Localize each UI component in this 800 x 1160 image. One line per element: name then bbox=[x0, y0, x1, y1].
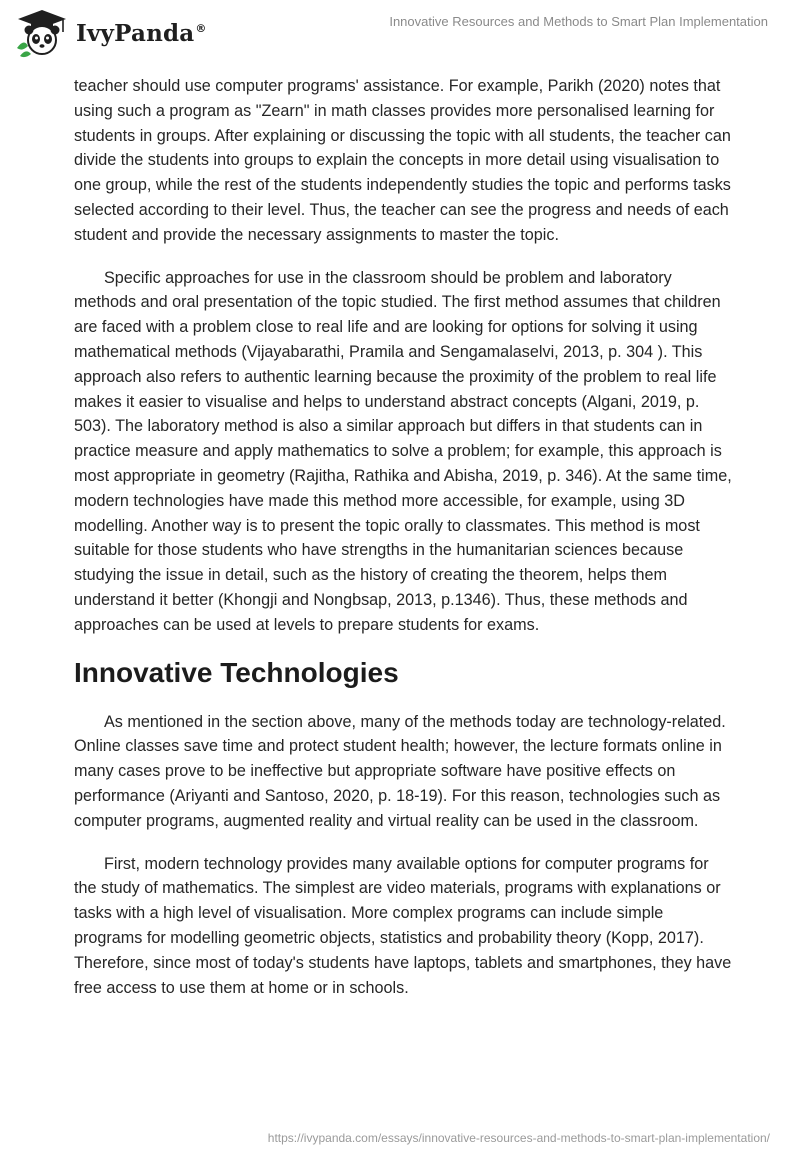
document-title: Innovative Resources and Methods to Smart Plan Implementation bbox=[389, 14, 768, 29]
section-heading-innovative-technologies: Innovative Technologies bbox=[74, 656, 399, 688]
paragraph-modern-technology: First, modern technology provides many available options for computer programs for the study of mathematics. The simplest are video materials, programs with explanations or tasks with a high level of visualisation. More complex programs can include simple programs for modelling geometric objects, statistics and probability theory (Kopp, 2017). Therefore, since most of today's students have laptops, tablets and smartphones, they have free access to use them at home or in schools. bbox=[74, 854, 732, 997]
page-header bbox=[0, 0, 800, 70]
paragraph-approaches: Specific approaches for use in the classroom should be problem and laboratory methods and oral presentation of the topic studied. The first method assumes that children are faced with a problem close to real life and are looking for options for solving it using mathematical methods (Vijayabarathi, Pramila and Sengamalaselvi, 2013, p. 304 ). This approach also refers to authentic learning because the proximity of the problem to real life makes it easier to visualise and helps to understand abstract concepts (Algani, 2019, p. 503). The laboratory method is also a similar approach but differs in that students can in practice measure and apply mathematics to solve a problem; for example, this approach is most appropriate in geometry (Rajitha, Rathika and Abisha, 2019, p. 346). At the same time, modern technologies have made this method more accessible, for example, using 3D modelling. Another way is to present the topic orally to classmates. This method is most suitable for those students who have strengths in the humanitarian sciences because studying the issue in detail, such as the history of creating the theorem, helps them understand it better (Khongji and Nongbsap, 2013, p.1346). Thus, these methods and approaches can be used at levels to prepare students for exams. bbox=[74, 268, 732, 634]
source-url[interactable]: https://ivypanda.com/essays/innovative-resources-and-methods-to-smart-plan-implementation/ bbox=[267, 1131, 770, 1145]
paragraph-technology-methods: As mentioned in the section above, many of the methods today are technology-related. Online classes save time and protect student health; however, the lecture formats online in many cases prove to be ineffective but appropriate software have positive effects on performance (Ariyanti and Santoso, 2020, p. 18-19). For this reason, technologies such as computer programs, augmented reality and virtual reality can be used in the classroom. bbox=[74, 712, 726, 830]
ivypanda-logo[interactable] bbox=[14, 8, 207, 58]
essay-body bbox=[74, 74, 734, 1018]
panda-graduate-icon bbox=[14, 8, 70, 58]
paragraph-computer-programs: teacher should use computer programs' assistance. For example, Parikh (2020) notes that using such a program as "Zearn" in math classes provides more personalised learning for students in groups. After explaining or discussing the topic with all students, the teacher can divide the students into groups to explain the concepts in more detail using visualisation to one group, while the rest of the students independently studies the topic and performs tasks selected according to their level. Thus, the teacher can see the progress and needs of each student and provide the necessary assignments to master the topic. bbox=[74, 77, 731, 244]
brand-name: IvyPanda® bbox=[76, 19, 207, 47]
